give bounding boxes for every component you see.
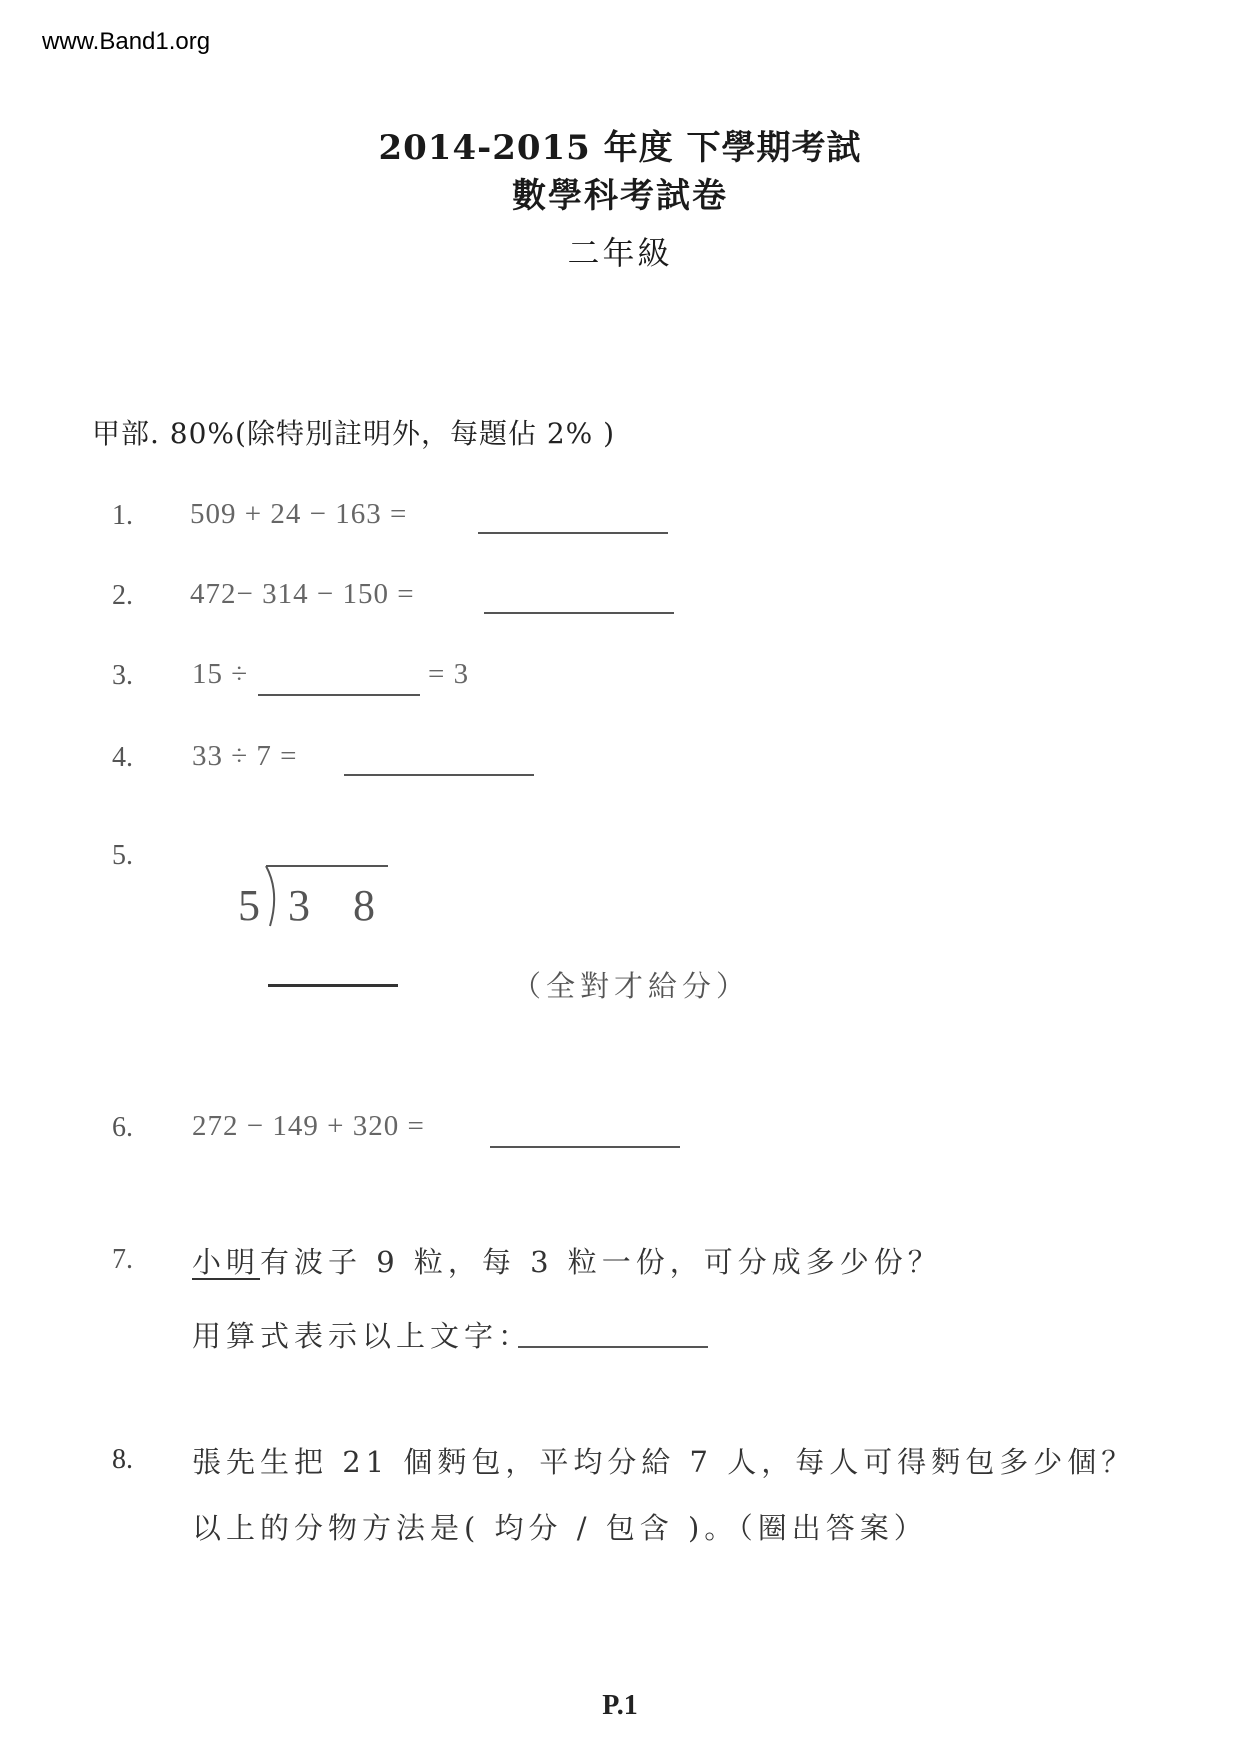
question-number: 3.	[112, 660, 133, 691]
answer-blank[interactable]	[478, 532, 668, 534]
long-division-dividend: 3 8	[288, 881, 391, 930]
watermark: www.Band1.org	[42, 28, 211, 55]
answer-blank[interactable]	[484, 612, 674, 614]
page-number: P.1	[602, 1690, 638, 1721]
question-expression: 509 + 24 − 163 =	[190, 498, 408, 530]
exam-title: 2014-2015 年度 下學期考試	[378, 128, 862, 168]
question-number: 2.	[112, 580, 133, 611]
question-expression: 15 ÷	[192, 658, 249, 690]
question-number: 1.	[112, 500, 133, 531]
question-number: 7.	[112, 1244, 133, 1275]
question-number: 8.	[112, 1444, 133, 1475]
question-number: 5.	[112, 840, 133, 871]
question-text: 張先生把 21 個麪包，平均分給 7 人，每人可得麪包多少個？	[192, 1445, 1136, 1479]
question-expression-end: = 3	[428, 658, 470, 690]
exam-subtitle: 數學科考試卷	[512, 176, 728, 216]
question-expression: 472− 314 − 150 =	[190, 578, 415, 610]
question-body: 有波子 9 粒，每 3 粒一份，可分成多少份？	[260, 1245, 942, 1279]
answer-blank[interactable]	[268, 984, 398, 987]
question-text	[192, 1240, 942, 1281]
person-name: 小明	[192, 1245, 261, 1279]
question-number: 4.	[112, 742, 133, 773]
section-label: 甲部. 80%(除特別註明外，每題佔 2% )	[92, 417, 616, 450]
question-prompt: 以上的分物方法是( 均分 / 包含 )。（圈出答案）	[192, 1511, 928, 1545]
scoring-note: （全對才給分）	[512, 969, 751, 1003]
answer-blank[interactable]	[344, 774, 534, 776]
question-prompt: 用算式表示以上文字：	[192, 1319, 533, 1353]
answer-blank[interactable]	[490, 1146, 680, 1148]
question-expression: 33 ÷ 7 =	[192, 740, 298, 772]
answer-blank[interactable]	[518, 1346, 708, 1348]
grade-label: 二年級	[567, 234, 673, 272]
question-expression: 272 − 149 + 320 =	[192, 1110, 425, 1142]
question-number: 6.	[112, 1112, 133, 1143]
long-division-divisor: 5	[238, 881, 260, 930]
answer-blank[interactable]	[258, 694, 420, 696]
